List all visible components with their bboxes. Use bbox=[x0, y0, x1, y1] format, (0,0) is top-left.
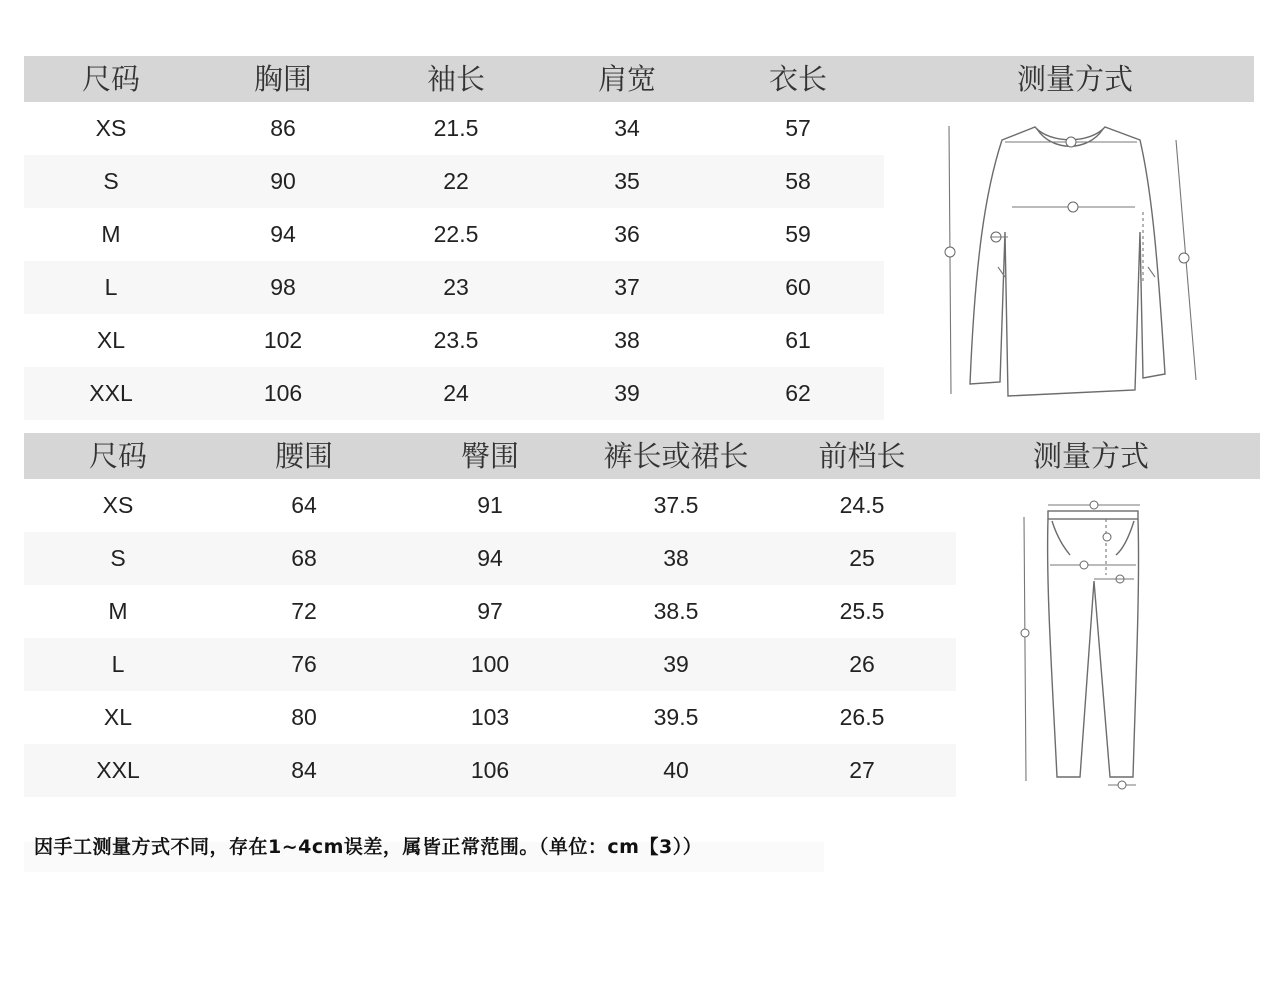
table-cell: 39 bbox=[614, 380, 640, 406]
table-cell: 25 bbox=[849, 545, 875, 571]
table-cell: XS bbox=[102, 492, 134, 518]
table-cell: XS bbox=[95, 115, 127, 141]
table-cell: 91 bbox=[477, 492, 503, 518]
long-sleeve-top-measurement-diagram bbox=[930, 112, 1220, 408]
table-cell: 34 bbox=[614, 115, 640, 141]
table-cell: 25.5 bbox=[839, 598, 885, 624]
table-cell: 72 bbox=[291, 598, 317, 624]
table-cell: S bbox=[110, 545, 126, 571]
table-cell: 39.5 bbox=[653, 704, 699, 730]
table-cell: 100 bbox=[470, 651, 510, 677]
table-cell: 94 bbox=[270, 221, 296, 247]
table-cell: 27 bbox=[849, 757, 875, 783]
table-row bbox=[24, 314, 884, 367]
bottom-header-hip: 臀围 bbox=[460, 439, 520, 473]
table-cell: XL bbox=[103, 704, 133, 730]
table-cell: 24 bbox=[443, 380, 469, 406]
table-cell: 22.5 bbox=[433, 221, 479, 247]
table-cell: S bbox=[103, 168, 119, 194]
top-header-chest: 胸围 bbox=[253, 62, 313, 96]
table-row bbox=[24, 691, 956, 744]
table-row bbox=[24, 155, 884, 208]
table-cell: L bbox=[104, 274, 118, 300]
table-cell: XXL bbox=[89, 380, 133, 406]
table-cell: 86 bbox=[270, 115, 296, 141]
table-cell: 64 bbox=[291, 492, 317, 518]
table-cell: 26 bbox=[849, 651, 875, 677]
table-row bbox=[24, 638, 956, 691]
pants-measurement-diagram bbox=[1010, 495, 1170, 795]
table-cell: 90 bbox=[270, 168, 296, 194]
top-header-measure: 测量方式 bbox=[1016, 62, 1134, 96]
table-cell: 62 bbox=[785, 380, 811, 406]
table-cell: 36 bbox=[614, 221, 640, 247]
bottom-header-rise: 前档长 bbox=[818, 439, 906, 473]
table-cell: 60 bbox=[785, 274, 811, 300]
table-cell: 37.5 bbox=[653, 492, 699, 518]
table-cell: 21.5 bbox=[433, 115, 479, 141]
table-cell: 103 bbox=[470, 704, 510, 730]
top-header-size: 尺码 bbox=[81, 62, 141, 96]
table-cell: XL bbox=[96, 327, 126, 353]
table-row bbox=[24, 208, 884, 261]
table-cell: 84 bbox=[291, 757, 317, 783]
table-cell: 106 bbox=[470, 757, 510, 783]
table-cell: 23 bbox=[443, 274, 469, 300]
table-row bbox=[24, 744, 956, 797]
table-row bbox=[24, 585, 956, 638]
table-cell: 106 bbox=[263, 380, 303, 406]
table-cell: 40 bbox=[663, 757, 689, 783]
table-cell: 102 bbox=[263, 327, 303, 353]
size-note: 因手工测量方式不同，存在1~4cm误差，属皆正常范围。（单位：cm【3）） bbox=[34, 836, 703, 858]
table-cell: 38 bbox=[663, 545, 689, 571]
table-row bbox=[24, 261, 884, 314]
table-cell: 24.5 bbox=[839, 492, 885, 518]
top-header-sleeve: 袖长 bbox=[426, 62, 486, 96]
table-row bbox=[24, 479, 956, 532]
bottom-header-waist: 腰围 bbox=[274, 439, 334, 473]
table-cell: 59 bbox=[785, 221, 811, 247]
table-cell: 26.5 bbox=[839, 704, 885, 730]
table-cell: 38 bbox=[614, 327, 640, 353]
table-cell: 61 bbox=[785, 327, 811, 353]
table-cell: 37 bbox=[614, 274, 640, 300]
table-cell: M bbox=[108, 598, 128, 624]
bottom-header-measure: 测量方式 bbox=[1032, 439, 1150, 473]
table-cell: 57 bbox=[785, 115, 811, 141]
top-table-header bbox=[24, 56, 1254, 102]
table-cell: 76 bbox=[291, 651, 317, 677]
table-row bbox=[24, 102, 884, 155]
table-cell: XXL bbox=[96, 757, 140, 783]
table-cell: 39 bbox=[663, 651, 689, 677]
table-cell: 58 bbox=[785, 168, 811, 194]
bottom-header-length: 裤长或裙长 bbox=[603, 439, 749, 473]
table-cell: 22 bbox=[443, 168, 469, 194]
table-cell: M bbox=[101, 221, 121, 247]
table-cell: 98 bbox=[270, 274, 296, 300]
table-cell: 23.5 bbox=[433, 327, 479, 353]
table-cell: 94 bbox=[477, 545, 503, 571]
bottom-table-header bbox=[24, 433, 1260, 479]
bottom-header-size: 尺码 bbox=[88, 439, 148, 473]
table-cell: 80 bbox=[291, 704, 317, 730]
table-cell: 38.5 bbox=[653, 598, 699, 624]
table-cell: 97 bbox=[477, 598, 503, 624]
table-cell: 68 bbox=[291, 545, 317, 571]
table-cell: 35 bbox=[614, 168, 640, 194]
top-header-length: 衣长 bbox=[768, 62, 828, 96]
table-row bbox=[24, 532, 956, 585]
top-header-shoulder: 肩宽 bbox=[597, 62, 657, 96]
table-row bbox=[24, 367, 884, 420]
table-cell: L bbox=[111, 651, 125, 677]
